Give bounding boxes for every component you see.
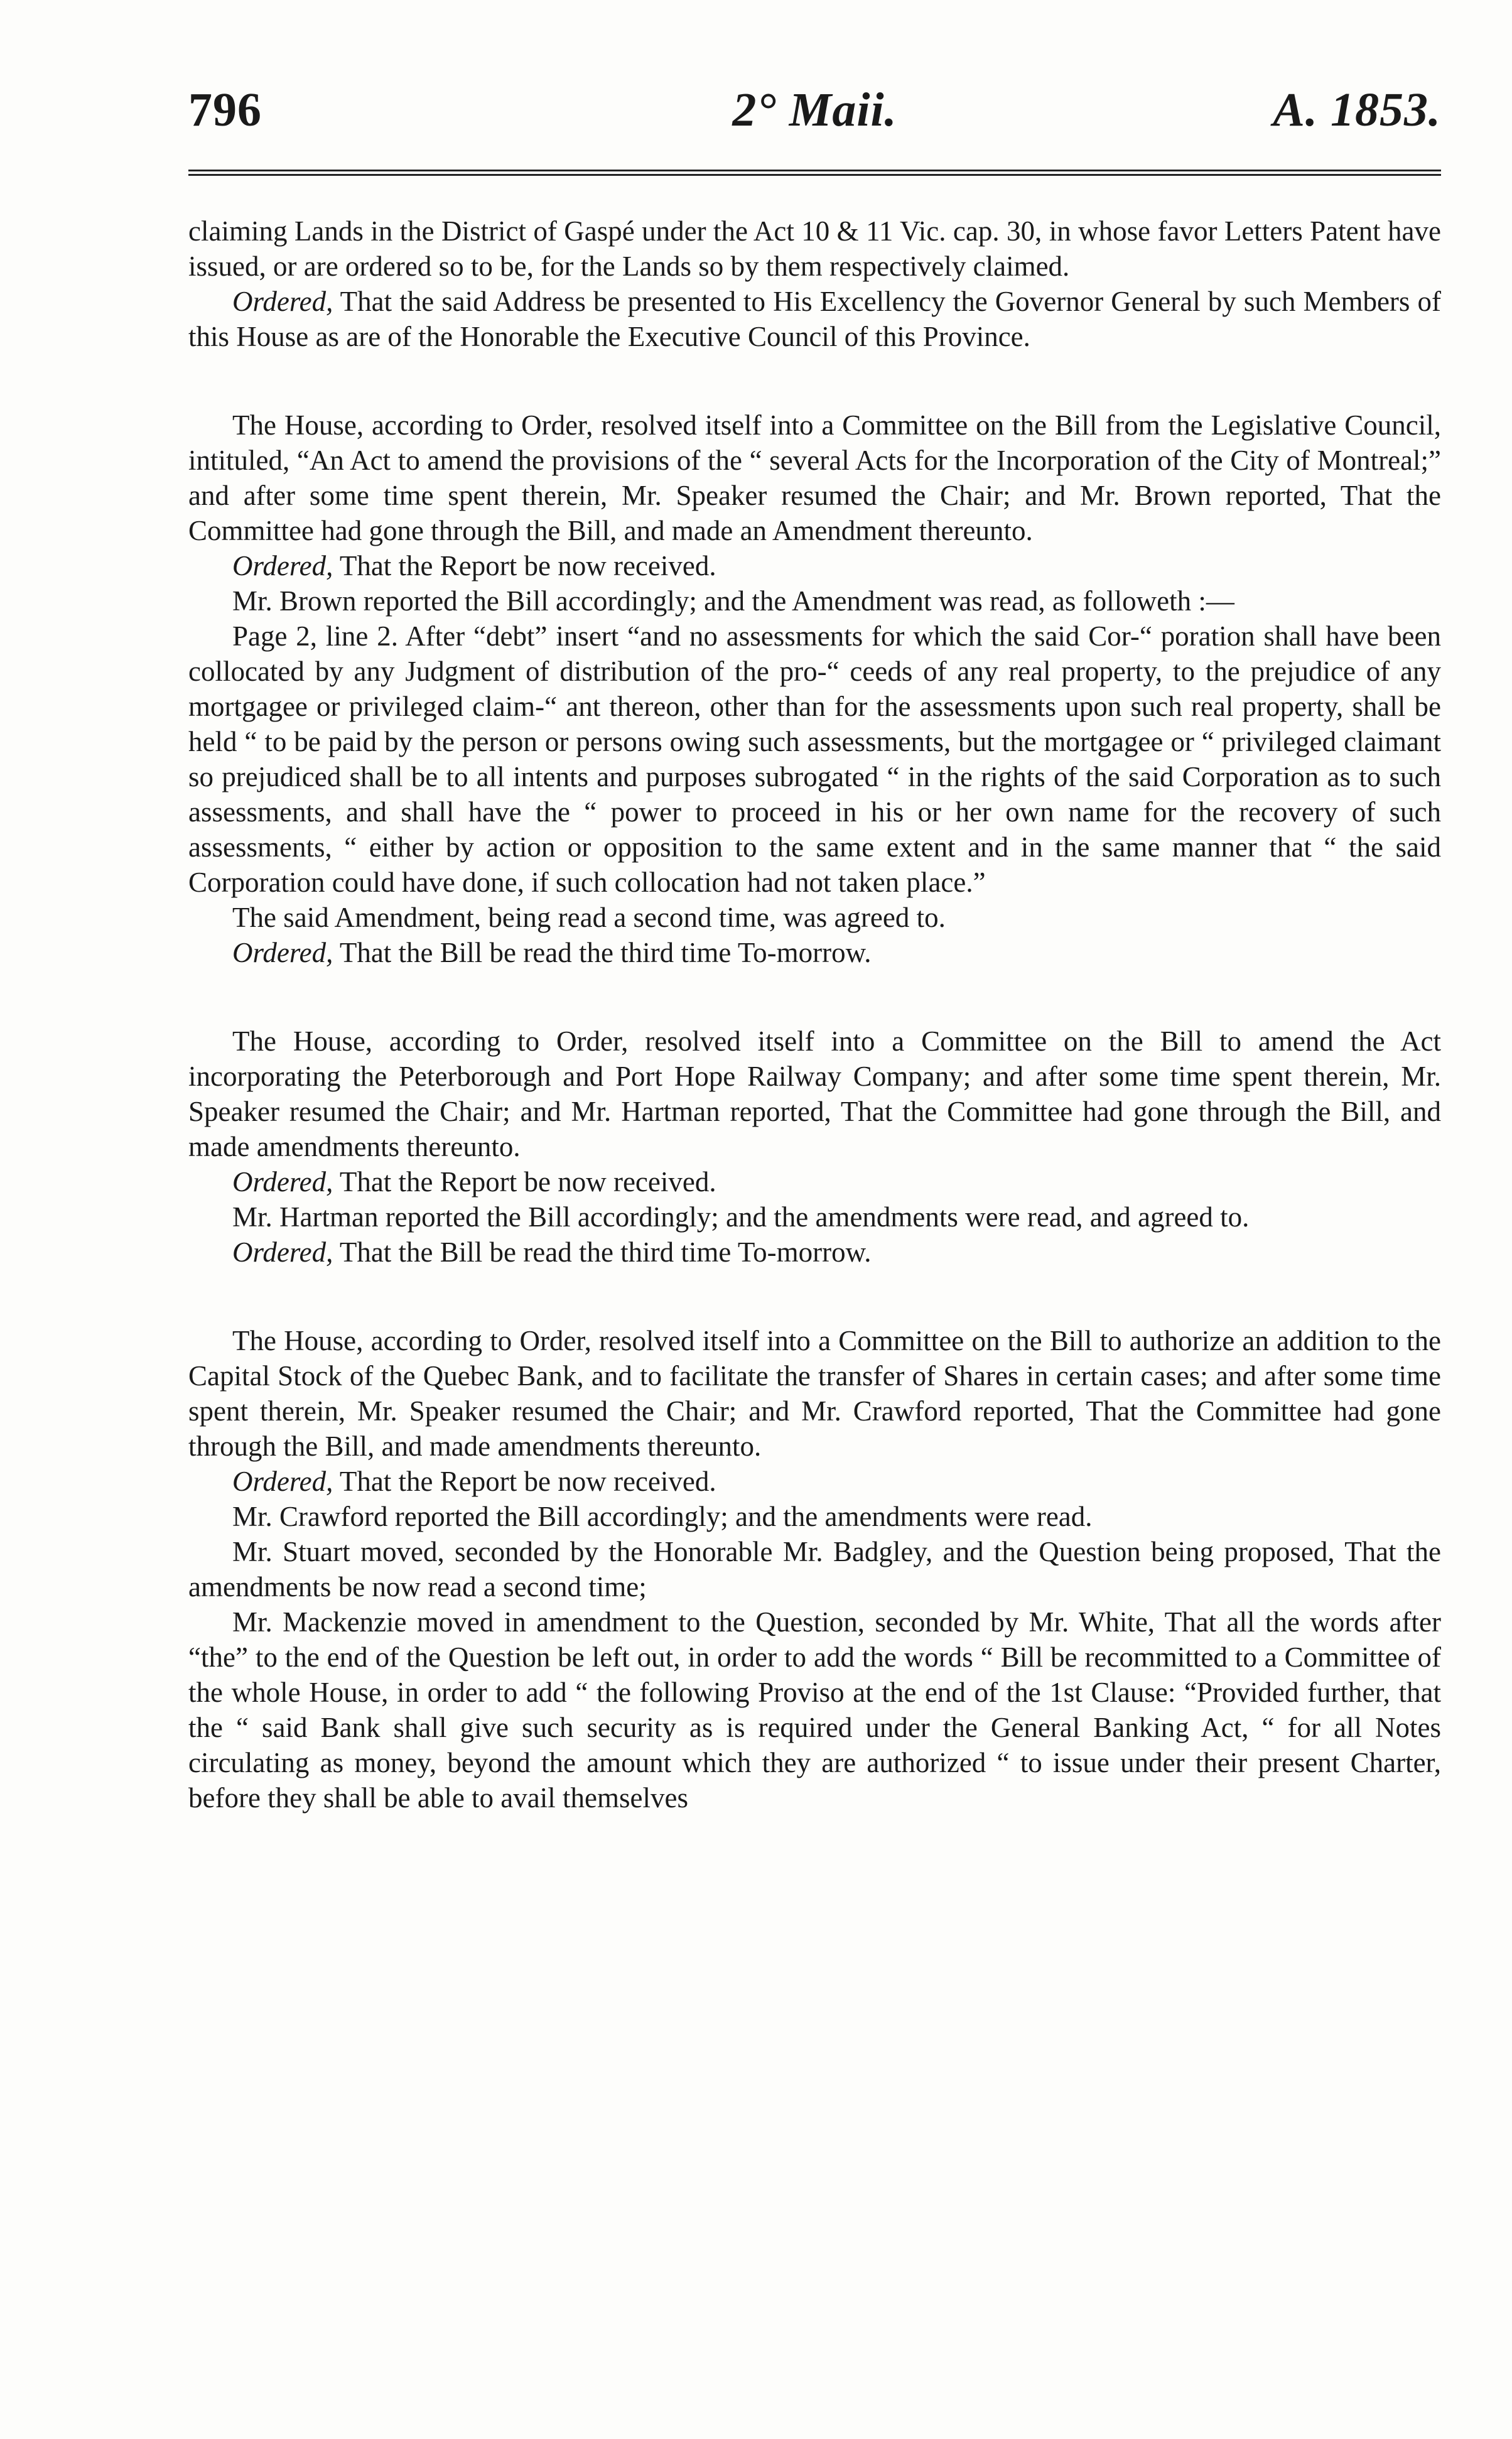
document-page bbox=[188, 75, 1441, 1815]
paragraph-text: That the Bill be read the third time To-morrow. bbox=[339, 1236, 872, 1268]
paragraph bbox=[188, 284, 1441, 354]
paragraph: Mr. Crawford reported the Bill accordingly; and the amendments were read. bbox=[232, 1501, 1093, 1532]
amendment-quote: Page 2, line 2. After “debt” insert “and no assessments for which the said Cor-“ poration shall have been collocated by any Judgment of distribution of the pro-“ ceeds of any real property, to the prejudice of any mortgagee or privileged claim-“ ant thereon, other than for the assessments upon such real property, shall be held “ to be paid by the person or persons owing such assessments, but the mortgagee or “ privileged claimant so prejudiced shall be to all intents and purposes subrogated “ in the rights of the said Corporation as to such assessments, and shall have the “ power to proceed in his or her own name for the recovery of such assessments, “ either by action or opposition to the same extent and in the same manner that “ the said Corporation could have done, if such collocation had not taken place.” bbox=[188, 620, 1441, 898]
paragraph: Mr. Hartman reported the Bill accordingly; and the amendments were read, and agreed to. bbox=[232, 1201, 1250, 1233]
paragraph-text: That the Bill be read the third time To-morrow. bbox=[339, 937, 872, 968]
section-gap bbox=[188, 1270, 1441, 1323]
section-gap bbox=[188, 354, 1441, 408]
paragraph: The said Amendment, being read a second time, was agreed to. bbox=[232, 902, 946, 933]
paragraph: The House, according to Order, resolved itself into a Committee on the Bill from the Legislative Council, intituled, “An Act to amend the provisions of the “ several Acts for the Incorporation of the City of Montreal;” and after some time spent therein, Mr. Speaker resumed the Chair; and Mr. Brown reported, That the Committee had gone through the Bill, and made an Amendment thereunto. bbox=[188, 409, 1441, 546]
header-rule bbox=[188, 170, 1441, 176]
ordered-label: Ordered, bbox=[232, 1166, 333, 1198]
ordered-label: Ordered, bbox=[232, 550, 333, 581]
paragraph-text: That the Report be now received. bbox=[339, 1166, 716, 1198]
paragraph bbox=[188, 1164, 1441, 1199]
page-year: A. 1853. bbox=[1273, 84, 1441, 136]
paragraph-text: That the Report be now received. bbox=[339, 550, 716, 581]
journal-body bbox=[188, 214, 1441, 1815]
paragraph bbox=[188, 935, 1441, 970]
paragraph: Mr. Stuart moved, seconded by the Honorable Mr. Badgley, and the Question being proposed, That the amendments be now read a second time; bbox=[188, 1536, 1441, 1603]
paragraph: The House, according to Order, resolved itself into a Committee on the Bill to authorize an addition to the Capital Stock of the Quebec Bank, and to facilitate the transfer of Shares in certain cases; and after some time spent therein, Mr. Speaker resumed the Chair; and Mr. Crawford reported, That the Committee had gone through the Bill, and made amendments thereunto. bbox=[188, 1325, 1441, 1462]
paragraph-text: That the said Address be presented to His Excellency the Governor General by such Members of this House as are of the Honorable the Executive Council of this Province. bbox=[188, 286, 1442, 352]
paragraph bbox=[188, 548, 1441, 583]
ordered-label: Ordered, bbox=[232, 286, 333, 317]
ordered-label: Ordered, bbox=[232, 937, 333, 968]
paragraph: claiming Lands in the District of Gaspé under the Act 10 & 11 Vic. cap. 30, in whose favor Letters Patent have issued, or are ordered so to be, for the Lands so by them respectively claimed. bbox=[188, 215, 1441, 282]
paragraph-text: That the Report be now received. bbox=[339, 1466, 716, 1497]
ordered-label: Ordered, bbox=[232, 1466, 333, 1497]
paragraph bbox=[188, 1464, 1441, 1499]
paragraph: Mr. Brown reported the Bill accordingly; and the Amendment was read, as followeth :— bbox=[232, 585, 1234, 617]
paragraph: The House, according to Order, resolved itself into a Committee on the Bill to amend the Act incorporating the Peterborough and Port Hope Railway Company; and after some time spent therein, Mr. Speaker resumed the Chair; and Mr. Hartman reported, That the Committee had gone through the Bill, and made amendments thereunto. bbox=[188, 1025, 1441, 1162]
paragraph bbox=[188, 1235, 1441, 1270]
section-gap bbox=[188, 970, 1441, 1024]
ordered-label: Ordered, bbox=[232, 1236, 333, 1268]
page-header bbox=[188, 75, 1441, 151]
page-date: 2° Maii. bbox=[732, 84, 897, 136]
page-number: 796 bbox=[188, 84, 262, 136]
paragraph: Mr. Mackenzie moved in amendment to the Question, seconded by Mr. White, That all the words after “the” to the end of the Question be left out, in order to add the words “ Bill be recommitted to a Committee of the whole House, in order to add “ the following Proviso at the end of the 1st Clause: “Provided further, that the “ said Bank shall give such security as is required under the General Banking Act, “ for all Notes circulating as money, beyond the amount which they are authorized “ to issue under their present Charter, before they shall be able to avail themselves bbox=[188, 1606, 1441, 1814]
